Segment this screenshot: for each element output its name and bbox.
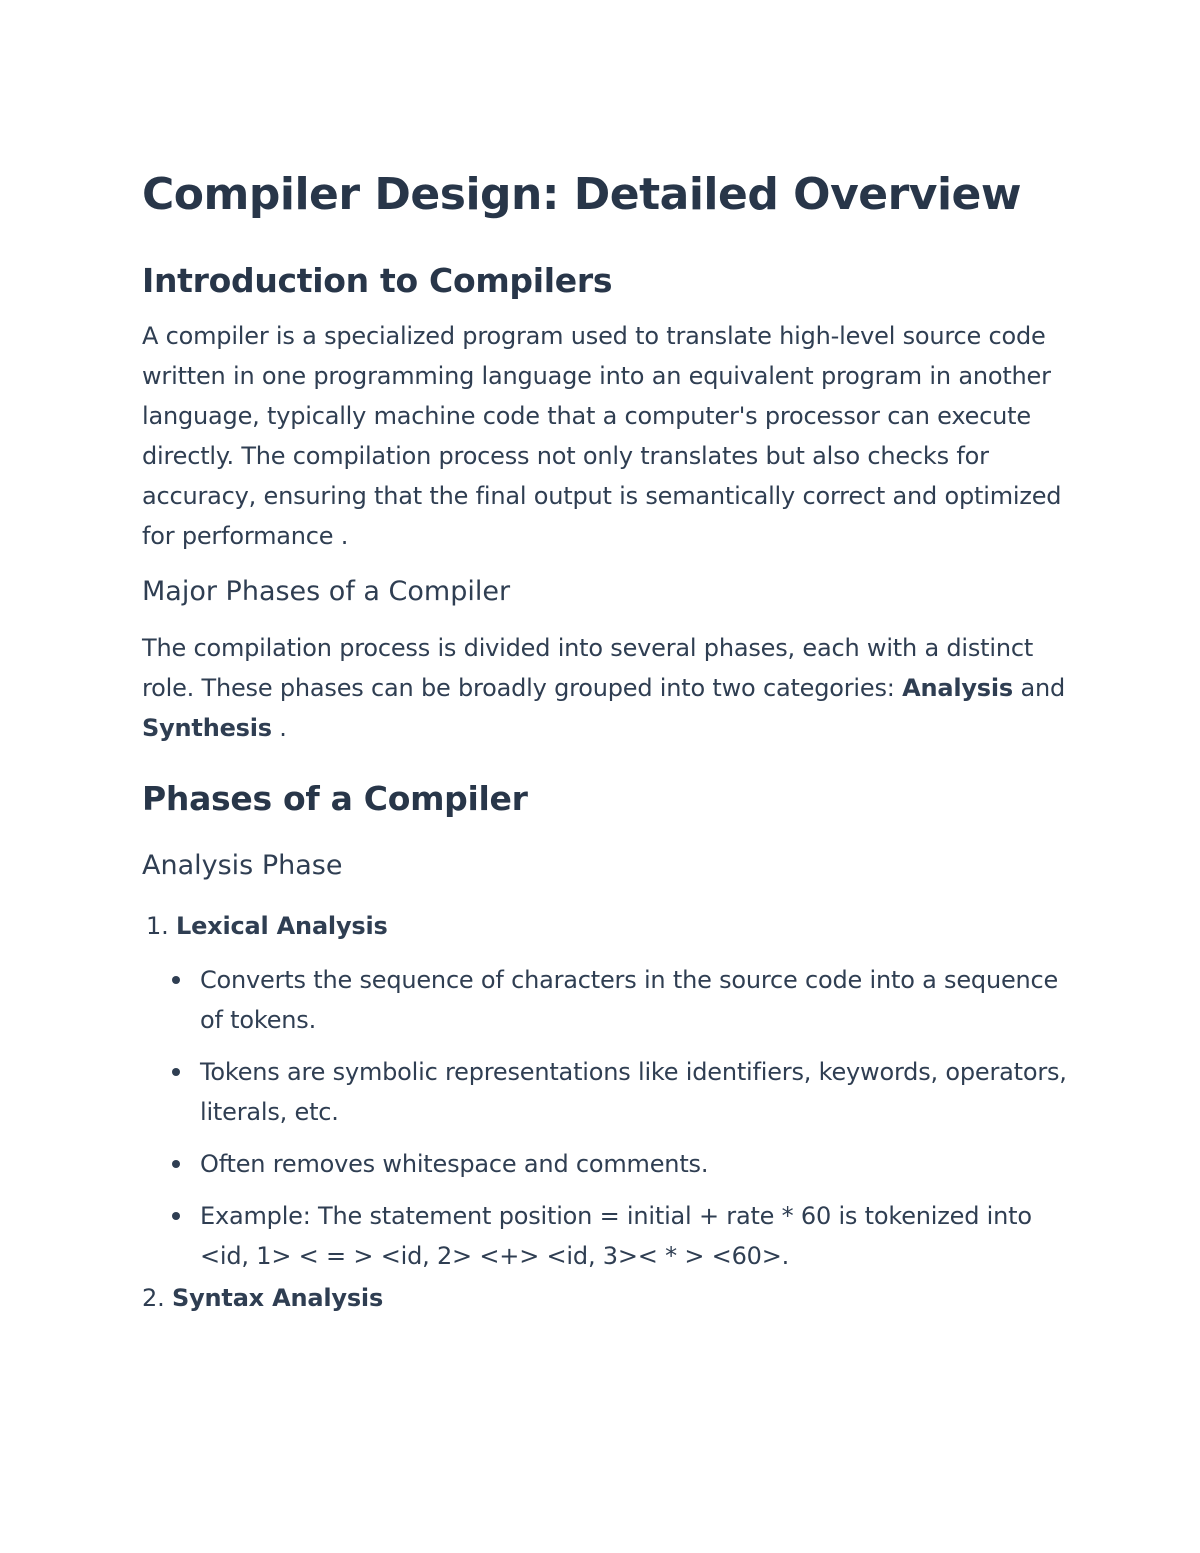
subsection-heading-analysis-phase: Analysis Phase [142, 850, 343, 881]
intro-paragraph: A compiler is a specialized program used to translate high-level source code written in one programming language into an equivalent program in another language, typically machine code that a computer's processor can execute directly. The compilation process not only translates but also checks for accuracy, ensuring that the final output is semantically correct and optimized for performance . [142, 322, 1062, 550]
major-phases-text-start: The compilation process is divided into several phases, each with a distinct role. These phases can be broadly grouped into two categories: [142, 634, 1034, 702]
list-item: Converts the sequence of characters in the source code into a sequence of tokens. [170, 960, 1072, 1040]
item-title: Lexical Analysis [176, 912, 388, 940]
numbered-item-syntax-analysis [142, 1280, 1072, 1316]
bullet-icon [172, 1212, 180, 1220]
item-number: 1. [146, 912, 169, 940]
bullet-icon [172, 1068, 180, 1076]
item-title: Syntax Analysis [172, 1284, 384, 1312]
document-page [142, 168, 1072, 1316]
and-text: and [1013, 674, 1065, 702]
synthesis-term: Synthesis [142, 714, 272, 742]
major-phases-paragraph [142, 628, 1072, 748]
section-heading-introduction: Introduction to Compilers [142, 261, 613, 300]
bullet-icon [172, 976, 180, 984]
numbered-item-lexical-analysis [142, 908, 1072, 944]
bullet-icon [172, 1160, 180, 1168]
item-number: 2. [142, 1284, 165, 1312]
lexical-analysis-bullet-list [142, 960, 1072, 1276]
analysis-term: Analysis [902, 674, 1014, 702]
major-phases-text-end: . [271, 714, 287, 742]
subsection-heading-major-phases: Major Phases of a Compiler [142, 576, 511, 607]
document-title: Compiler Design: Detailed Overview [142, 169, 1022, 220]
section-heading-phases: Phases of a Compiler [142, 779, 528, 818]
list-item: Often removes whitespace and comments. [170, 1144, 1072, 1184]
list-item: Example: The statement position = initial + rate * 60 is tokenized into <id, 1> < = > <id, 2> <+> <id, 3>< * > <60>. [170, 1196, 1072, 1276]
list-item: Tokens are symbolic representations like identifiers, keywords, operators, literals, etc. [170, 1052, 1072, 1132]
